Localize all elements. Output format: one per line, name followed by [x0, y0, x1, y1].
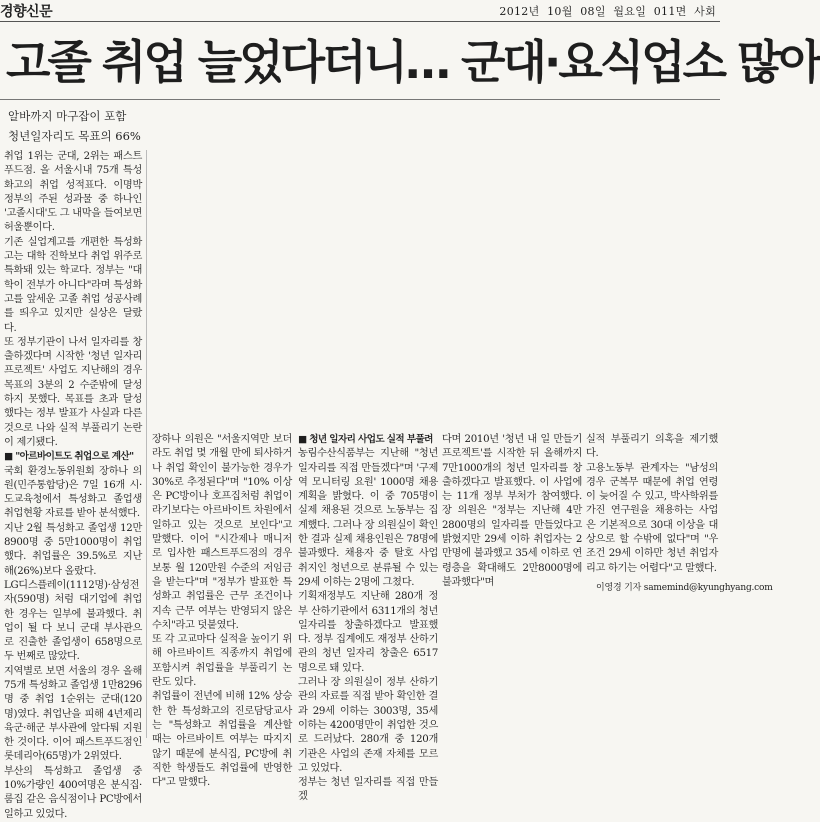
- subheading-1: 알바까지 마구잡이 포함: [8, 109, 127, 123]
- byline: 이영경 기자 samemind@kyunghyang.com: [596, 583, 773, 593]
- dateline: 2012년 10월 08일 월요일 011면 사회: [499, 5, 716, 18]
- paragraph: 또 정부기관이 나서 일자리를 창출하겠다며 시작한 '청년 일자리 프로젝트' 사업도 지난해의 경우 목표의 3분의 2 수준밖에 달성하지 못했다. 목표를 초과 달성했다는 정부 발표가 사실과 다른 것으로 나와 실적 부풀리기 논란이 제기됐다.: [4, 336, 142, 448]
- paragraph: 고용노동부 관계자는 "남성의 경우 군복무 때문에 취업 연령이 늦어질 수 있고, 박사학위를 가진 연구원을 채용하는 사업은 기본적으로 30대 이상을 대상으로 할 수밖에 없다"며 "우조건 29세 이하만 청년 취업자리고 하기는 어렵다"고 말했다.: [586, 462, 718, 574]
- section-subhead: ■ "아르바이트도 취업으로 계산": [4, 451, 134, 463]
- paragraph: 기존 실업계고를 개편한 특성화고는 대학 진학보다 취업 위주로 특화돼 있는 학교다. 정부는 "대학이 전부가 아니다"라며 특성화고를 앞세운 고졸 취업 성공사례를 띄우고 있지만 실상은 달랐다.: [4, 236, 142, 334]
- paragraph: 지역별로 보면 서울의 경우 올해 75개 특성화고 졸업생 1만8296명 중 취업 1순위는 군대(120명)였다. 취업난을 피해 4년제리 육군·해군 부사관에 앞다퉈 지원한 것이다. 이어 패스트푸드점인 롯데리아(65명)가 2위였다.: [4, 665, 142, 763]
- column-1: [4, 150, 142, 820]
- paragraph: 취업률이 전년에 비해 12% 상승한 한 특성화고의 진로담당교사는 "특성화고 취업률을 계산할 때는 아르바이트 여부는 따지지 않기 때문에 분식집, PC방에 취직한 학생들도 취업률에 반영한다"고 말했다.: [152, 691, 292, 789]
- paragraph: 부산의 특성화고 졸업생 중 10%가량인 400여명은 분식집·룸집 같은 음식점이나 PC방에서 일하고 있었다.: [4, 765, 142, 820]
- section-subhead: ■ 청년 일자리 사업도 실적 부풀려: [298, 434, 433, 445]
- headline: 고졸 취업 늘었다더니… 군대·요식업소 많아: [6, 35, 820, 89]
- subheading-2: 청년일자리도 목표의 66%: [8, 129, 141, 143]
- paragraph: 다며 2010년 '청년 내 일 만들기 프로젝트'를 시작한 뒤 올해까지 7만1000개의 청년 일자리를 창출하겠다고 발표했다. 이 사업에는 11개 정부 부처가 참여했다. 장 의원은 "정부는 지난해 4만2800명의 일자리를 만들었다고 밝혔지만 29세 이하 취업자는 2만명에 불과했고 35세 이하로 연령층을 확대해도 2만8000명에 불과했다"며: [442, 434, 582, 588]
- headline-rule: [0, 99, 720, 100]
- paragraph: 정부는 청년 일자리를 직접 만들겠: [298, 777, 438, 803]
- column-divider: [146, 150, 147, 738]
- column-5: [586, 433, 718, 583]
- paragraph: 국회 환경노동위원회 장하나 의원(민주통합당)은 7일 16개 시·도교육청에서 특성화고 졸업생 취업현황 자료를 받아 분석했다.: [4, 465, 142, 520]
- paragraph: 장하나 의원은 "서울지역만 보더라도 취업 몇 개월 만에 퇴사하거나 취업 확인이 불가능한 경우가 30%로 추정된다"며 "10% 이상은 PC방이나 호프집처럼 취업이라기보다는 아르바이트 차원에서 일하고 있는 것으로 보인다"고 말했다. 이어 "시간제나 매니저로 입사한 패스트푸드점의 경우 보통 월 120만원 수준의 저임금을 받는다"며 "정부가 발표한 특성화고 취업률은 근무 조건이나 지속 근무 여부는 반영되지 않은 수치"라고 덧붙였다.: [152, 434, 292, 631]
- paragraph: LG디스플레이(1112명)·삼성전자(590명) 처럼 대기업에 취업한 경우는 일부에 불과했다. 취업이 될 다 보니 군대 부사관으로 진출한 졸업생이 658명으로 두 번째로 많았다.: [4, 579, 142, 663]
- masthead-logo: 경향신문: [0, 4, 53, 20]
- paragraph: 농림수산식품부는 지난해 "청년 일자리를 직접 만들겠다"며 '구제역 모니터링 요원' 1000명 채용 계획을 밝혔다. 이 중 705명이 실제 채용된 것으로 노동부는 집계했다. 그러나 장 의원실이 확인한 결과 실제 채용인원은 78명에 불과했다. 채용자 중 탈호 사업 취지인 청년으로 분류될 수 있는 29세 이하는 2명에 그쳤다.: [298, 448, 438, 588]
- paragraph: 또 각 고교마다 실적을 높이기 위해 아르바이트 직종까지 취업에 포함시켜 취업률을 부풀리기 논란도 있다.: [152, 634, 292, 689]
- column-4: [442, 433, 582, 588]
- paragraph: 기획재정부도 지난해 280개 정부 산하기관에서 6311개의 청년 일자리를 창출하겠다고 발표했다. 정부 집계에도 재정부 산하기관의 청년 일자리 창출은 6517명으로 돼 있다.: [298, 591, 438, 674]
- paragraph: 실적 부풀리기 의혹을 제기했다.: [586, 434, 718, 460]
- paragraph: 지난 2월 특성화고 졸업생 12만8900명 중 5만1000명이 취업했다. 취업률은 39.5%로 지난해(26%)보다 올랐다.: [4, 522, 142, 577]
- paragraph: 그러나 장 의원실이 정부 산하기관의 자료를 직접 받아 확인한 결과 29세 이하는 3003명, 35세 이하는 4200명만이 취업한 것으로 드러났다. 280개 중 120개 기관은 사업의 존재 자체를 모르고 있었다.: [298, 677, 438, 774]
- paragraph: 취업 1위는 군대, 2위는 패스트푸드점. 올 서울시내 75개 특성화고의 취업 성적표다. 이명박 정부의 주된 성과물 중 하나인 '고졸시대'도 그 내막을 들여보면 허울뿐이다.: [4, 151, 142, 234]
- column-3: [298, 433, 438, 803]
- column-2: [152, 433, 292, 789]
